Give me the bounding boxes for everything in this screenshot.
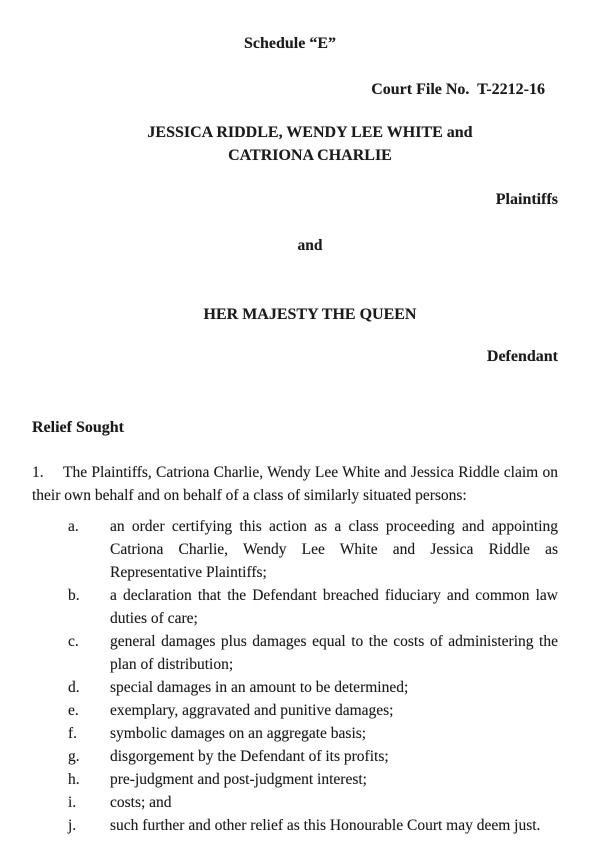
relief-item <box>68 699 558 722</box>
relief-item <box>68 515 558 584</box>
relief-item <box>68 814 558 837</box>
relief-item <box>68 768 558 791</box>
relief-item-letter: b. <box>68 587 80 604</box>
relief-item-text: disgorgement by the Defendant of its profits; <box>110 748 389 765</box>
relief-item-text: such further and other relief as this Honourable Court may deem just. <box>110 817 541 834</box>
plaintiffs-role-label: Plaintiffs <box>495 191 558 208</box>
relief-list <box>32 515 558 837</box>
relief-item-text: costs; and <box>110 794 172 811</box>
relief-item <box>68 791 558 814</box>
relief-item <box>68 630 558 676</box>
section-heading-relief-sought: Relief Sought <box>32 419 124 436</box>
relief-item <box>68 676 558 699</box>
paragraph-1-text: The Plaintiffs, Catriona Charlie, Wendy Lee White and Jessica Riddle claim on their own behalf and on behalf of a class of similarly situated persons: <box>32 464 558 504</box>
connector-and: and <box>297 237 323 254</box>
defendant-role-label: Defendant <box>486 348 558 365</box>
relief-item <box>68 584 558 630</box>
paragraph-1-number: 1. <box>32 464 44 481</box>
relief-item-text: a declaration that the Defendant breached fiduciary and common law duties of care; <box>110 587 558 627</box>
relief-item-letter: c. <box>68 633 79 650</box>
relief-item-letter: e. <box>68 702 79 719</box>
relief-item <box>68 745 558 768</box>
defendant-name: HER MAJESTY THE QUEEN <box>203 306 417 323</box>
relief-item-letter: i. <box>68 794 77 811</box>
relief-item-text: exemplary, aggravated and punitive damages; <box>110 702 394 719</box>
plaintiff-names-line2: CATRIONA CHARLIE <box>228 147 392 164</box>
plaintiff-names <box>32 121 558 167</box>
relief-item-text: general damages plus damages equal to the costs of administering the plan of distribution; <box>110 633 558 673</box>
relief-item-letter: d. <box>68 679 80 696</box>
relief-item-letter: j. <box>68 817 77 834</box>
relief-item-text: pre-judgment and post-judgment interest; <box>110 771 367 788</box>
relief-item-letter: f. <box>68 725 78 742</box>
schedule-label: Schedule “E” <box>243 35 336 52</box>
relief-item-text: symbolic damages on an aggregate basis; <box>110 725 367 742</box>
relief-item-text: an order certifying this action as a class proceeding and appointing Catriona Charlie, Wendy Lee White and Jessica Riddle as Representative Plaintiffs; <box>110 518 558 581</box>
relief-item-letter: a. <box>68 518 79 535</box>
relief-item <box>68 722 558 745</box>
relief-item-text: special damages in an amount to be determined; <box>110 679 409 696</box>
relief-item-letter: g. <box>68 748 80 765</box>
court-file-number: Court File No. T-2212-16 <box>371 81 545 98</box>
plaintiff-names-line1: JESSICA RIDDLE, WENDY LEE WHITE and <box>147 124 473 141</box>
relief-item-letter: h. <box>68 771 80 788</box>
paragraph-1 <box>32 461 558 507</box>
